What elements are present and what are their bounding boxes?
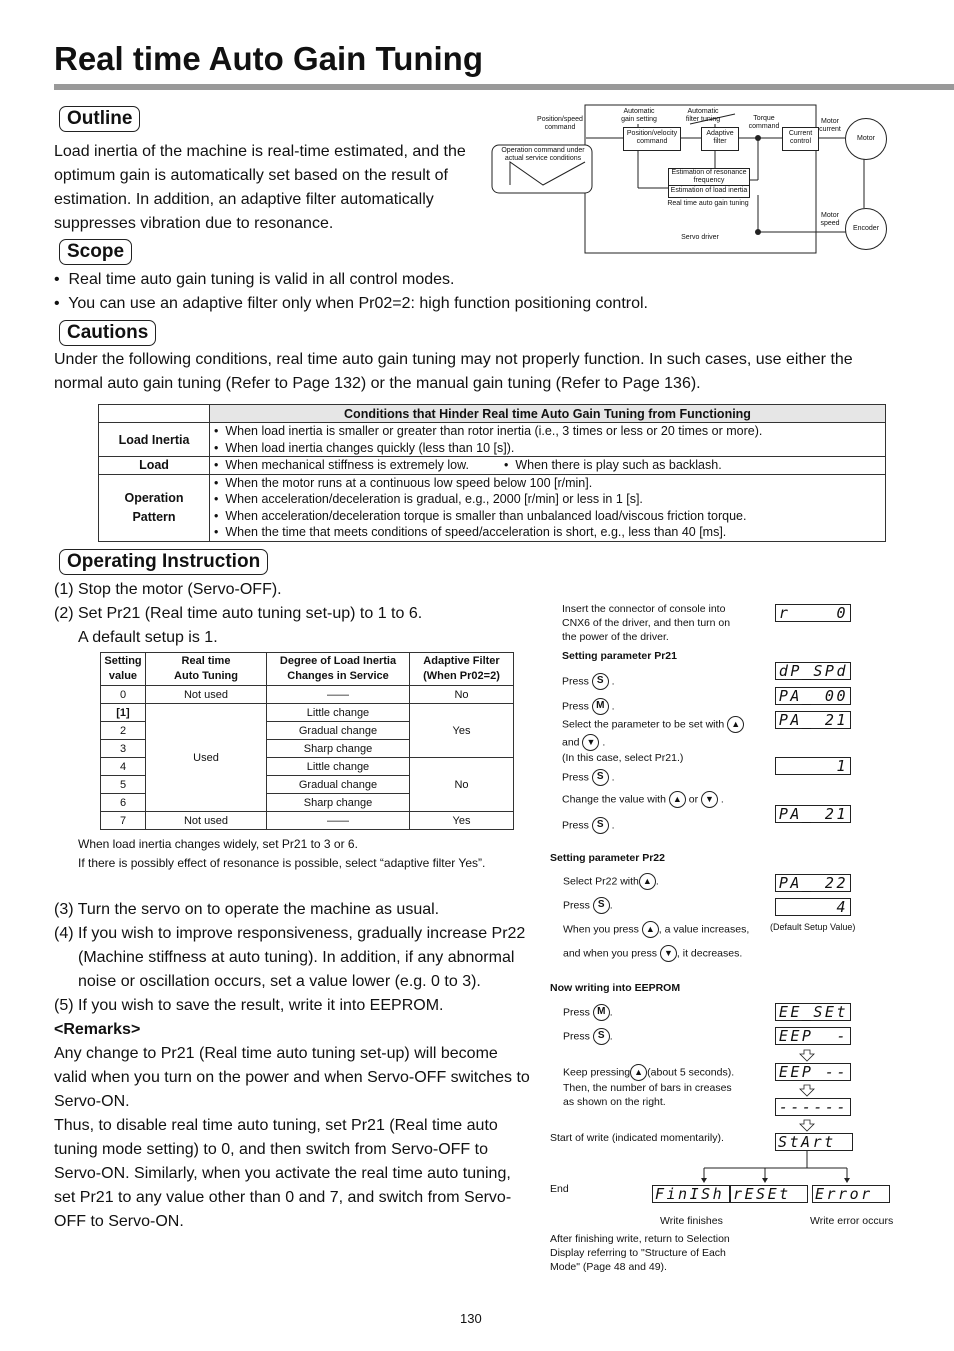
cautions-text — [54, 348, 944, 396]
insert-line: CNX6 of the driver, and then turn on — [562, 617, 731, 629]
step4-line: noise or oscillation occurs, set a value lower (e.g. 0 to 3). — [78, 973, 481, 990]
lcd-display: dP_SPd — [775, 662, 851, 680]
encoder-circle — [845, 208, 887, 250]
remarks-line: Servo-ON. Similarly, when you activate the real time auto tuning, — [54, 1165, 511, 1182]
insert-line: Insert the connector of console into — [562, 603, 726, 615]
setting-value: 5 — [101, 776, 146, 794]
cautions-heading: Cautions — [59, 320, 156, 346]
about5-label: (about 5 seconds). — [647, 1066, 735, 1079]
step4-line: (4) If you wish to improve responsiveness, gradually increase Pr22 — [54, 925, 526, 942]
lcd-display: ------ — [775, 1098, 851, 1116]
setting-value: 7 — [101, 812, 146, 830]
degree-cell: Sharp change — [267, 794, 410, 812]
label-op-cmd: Operation command under actual service conditions — [501, 147, 585, 162]
degree-cell: Gradual change — [267, 776, 410, 794]
step4-line: (Machine stiffness at auto tuning). In addition, if any abnormal — [78, 949, 515, 966]
remarks-line: OFF to Servo-ON. — [54, 1213, 184, 1230]
select-param-label: Select the parameter to be set with — [562, 718, 725, 731]
adaptive-cell: Yes — [410, 812, 514, 830]
lcd-display: Error — [812, 1185, 890, 1203]
col-degree — [267, 653, 410, 686]
press-s-row: Press S . — [562, 673, 615, 690]
after-line: Display referring to "Structure of Each — [550, 1247, 726, 1259]
insert-text — [562, 602, 762, 644]
operation-label: Operation — [124, 490, 184, 505]
press-s-row: Press S . — [562, 769, 615, 786]
load-cell — [210, 457, 886, 475]
remarks-line: valid when you turn on the power and when Servo-OFF switches to — [54, 1069, 530, 1086]
press-label: Press — [562, 675, 589, 688]
label-est-resonance: Estimation of resonance frequency — [669, 169, 749, 186]
setting-value: 4 — [101, 758, 146, 776]
condition-item: • When mechanical stiffness is extremely low. — [214, 457, 504, 474]
load-label: Load — [99, 457, 210, 475]
lcd-display: PA_ 00 — [775, 687, 851, 705]
scope-item: • Real time auto gain tuning is valid in all control modes. — [54, 271, 455, 288]
col-adaptive — [410, 653, 514, 686]
col-degree-line: Degree of Load Inertia — [279, 655, 397, 667]
adaptive-cell: Yes — [410, 704, 514, 758]
press-label: Press — [563, 899, 590, 912]
up-key-icon: ▲ — [669, 791, 686, 808]
eeprom-heading: Now writing into EEPROM — [550, 982, 681, 994]
col-adaptive-line: (When Pr02=2) — [423, 670, 500, 682]
lcd-display: PA_ 21 — [775, 805, 851, 823]
flow-arrows — [690, 1040, 950, 1190]
setting-table — [100, 652, 514, 830]
lcd-display: EEP - — [775, 1027, 851, 1045]
and-when-label: and when you press — [563, 947, 657, 960]
press-s-row: Press S . — [562, 817, 615, 834]
s-key-icon: S — [592, 817, 609, 834]
s-key-icon: S — [592, 673, 609, 690]
lcd-display: 4 — [775, 898, 851, 916]
press-label: Press — [563, 1030, 590, 1043]
condition-item: • When acceleration/deceleration torque is smaller than unbalanced load/viscous friction torque. — [214, 508, 881, 525]
write-error-label: Write error occurs — [810, 1215, 894, 1227]
col-realtime — [146, 653, 267, 686]
label-auto-gain: Automatic gain setting — [621, 108, 657, 123]
label-motor-current: Motor current — [819, 118, 841, 133]
lcd-display: PA_ 21 — [775, 711, 851, 729]
label-torque-cmd: Torque command — [748, 115, 780, 130]
step3: (3) Turn the servo on to operate the machine as usual. — [54, 901, 440, 918]
lcd-display: StArt — [775, 1133, 853, 1151]
it-decreases-label: , it decreases. — [676, 947, 743, 960]
degree-cell: Little change — [267, 758, 410, 776]
remarks-line: tuning mode setting) to 0, and then switch from Servo-OFF to — [54, 1141, 488, 1158]
load-inertia-label: Load Inertia — [99, 423, 210, 457]
scope-list — [54, 268, 934, 316]
col-adaptive-line: Adaptive Filter — [423, 655, 500, 667]
degree-cell: Gradual change — [267, 722, 410, 740]
auto-tuning-cell: Not used — [146, 812, 267, 830]
s-key-icon: S — [593, 1028, 610, 1045]
remarks-line: Thus, to disable real time auto tuning, set Pr21 (Real time auto — [54, 1117, 498, 1134]
s-key-icon: S — [593, 897, 610, 914]
pattern-label: Pattern — [132, 509, 176, 524]
box-current-control: Current control — [782, 127, 819, 151]
up-key-icon: ▲ — [630, 1064, 647, 1081]
step2-default: A default setup is 1. — [78, 629, 218, 646]
down-key-icon: ▼ — [701, 791, 718, 808]
conditions-table — [98, 404, 886, 542]
press-s-row: Press S . — [563, 897, 613, 914]
condition-item: • When acceleration/deceleration is gradual, e.g., 2000 [r/min] or less in 1 [s]. — [214, 491, 881, 508]
or-label: or — [688, 793, 699, 806]
box-pv-cmd: Position/velocity command — [623, 127, 681, 151]
outline-heading: Outline — [59, 106, 140, 132]
col-setting-line: Setting — [104, 655, 142, 667]
after-line: After finishing write, return to Selection — [550, 1233, 730, 1245]
and-when-row — [563, 945, 742, 962]
outline-text — [54, 140, 484, 236]
condition-item: • When load inertia changes quickly (less than 10 [s]). — [214, 440, 881, 457]
label-rt-tuning: Real time auto gain tuning — [667, 200, 749, 207]
load-inertia-cell — [210, 423, 886, 457]
when-press-label: When you press — [563, 923, 639, 936]
box-estimation — [668, 168, 750, 198]
start-write-label: Start of write (indicated momentarily). — [550, 1132, 724, 1144]
auto-tuning-cell: Not used — [146, 686, 267, 704]
when-press-row — [563, 921, 749, 938]
condition-item: • When load inertia is smaller or greater than rotor inertia (i.e., 3 times or less or 20 times or more). — [214, 423, 881, 440]
remarks-line: Any change to Pr21 (Real time auto tuning set-up) will become — [54, 1045, 498, 1062]
and-label: and — [562, 736, 580, 749]
col-realtime-line: Auto Tuning — [174, 670, 238, 682]
write-finishes-label: Write finishes — [660, 1215, 723, 1227]
remarks-line: set Pr21 to any value other than 0 and 7, and switch from Servo- — [54, 1189, 512, 1206]
label-est-load: Estimation of load inertia — [670, 187, 748, 194]
m-key-icon: M — [592, 698, 609, 715]
press-label: Press — [563, 1006, 590, 1019]
select-pr22-row: Select Pr22 with ▲ . — [563, 873, 659, 890]
degree-cell: Sharp change — [267, 740, 410, 758]
down-key-icon: ▼ — [660, 945, 677, 962]
insert-line: the power of the driver. — [562, 631, 669, 643]
page-title: Real time Auto Gain Tuning — [54, 40, 483, 77]
scope-item: • You can use an adaptive filter only when Pr02=2: high function positioning control. — [54, 295, 648, 312]
label-auto-filter: Automatic filter tuning — [685, 108, 721, 123]
m-key-icon: M — [593, 1004, 610, 1021]
operating-heading: Operating Instruction — [59, 549, 268, 575]
keep-pressing-label: Keep pressing — [563, 1066, 631, 1079]
setting-value: [1] — [101, 704, 146, 722]
up-key-icon: ▲ — [642, 921, 659, 938]
box-adaptive-filter: Adaptive filter — [701, 127, 739, 151]
lcd-display: r 0 — [775, 604, 851, 622]
setting-value: 6 — [101, 794, 146, 812]
then-bars-line: Then, the number of bars in creases — [563, 1082, 732, 1094]
label-pos-speed-cmd: Position/speed command — [537, 116, 583, 131]
remarks-heading: <Remarks> — [54, 1021, 141, 1038]
down-key-icon: ▼ — [582, 734, 599, 751]
pr22-heading: Setting parameter Pr22 — [550, 852, 665, 864]
col-setting-line: value — [108, 670, 138, 682]
step2: (2) Set Pr21 (Real time auto tuning set-up) to 1 to 6. — [54, 605, 423, 622]
motor-circle — [845, 118, 887, 160]
change-value-row: Change the value with ▲ or ▼ . — [562, 791, 724, 808]
press-label: Press — [562, 700, 589, 713]
label-servo-driver: Servo driver — [681, 234, 719, 241]
lcd-display: 1 — [775, 757, 851, 775]
pr21-heading: Setting parameter Pr21 — [562, 650, 677, 662]
step5: (5) If you wish to save the result, write it into EEPROM. — [54, 997, 444, 1014]
after-line: Mode" (Page 48 and 49). — [550, 1261, 667, 1273]
step4 — [54, 922, 544, 994]
auto-tuning-cell: Used — [146, 704, 267, 812]
operation-pattern-label — [99, 474, 210, 541]
change-value-label: Change the value with — [562, 793, 666, 806]
lcd-display: EE_SEt — [775, 1003, 851, 1021]
note1: When load inertia changes widely, set Pr21 to 3 or 6. — [78, 837, 358, 851]
select-pr22-label: Select Pr22 with — [563, 875, 639, 888]
press-s-row: Press S . — [563, 1028, 613, 1045]
label-encoder: Encoder — [852, 225, 880, 232]
condition-item: • When the motor runs at a continuous low speed below 100 [r/min]. — [214, 475, 881, 492]
page-number: 130 — [460, 1311, 482, 1326]
col-degree-line: Changes in Service — [287, 670, 389, 682]
label-motor-speed: Motor speed — [820, 212, 840, 227]
lcd-display: PA_ 22 — [775, 874, 851, 892]
scope-heading: Scope — [59, 239, 132, 265]
and-row: and ▼ . — [562, 734, 605, 751]
remarks-text — [54, 1042, 549, 1234]
scope-item-text: You can use an adaptive filter only when Pr02=2: high function positioning control. — [68, 295, 648, 312]
after-text — [550, 1232, 760, 1274]
degree-cell: —— — [267, 812, 410, 830]
press-label: Press — [562, 819, 589, 832]
setting-value: 0 — [101, 686, 146, 704]
s-key-icon: S — [592, 769, 609, 786]
operation-pattern-cell — [210, 474, 886, 541]
scope-item-text: Real time auto gain tuning is valid in all control modes. — [68, 271, 455, 288]
label-motor: Motor — [857, 135, 875, 142]
default-setup-label: (Default Setup Value) — [770, 922, 856, 932]
select-param-row — [562, 716, 744, 733]
adaptive-cell: No — [410, 758, 514, 812]
setting-value: 3 — [101, 740, 146, 758]
condition-item: • When there is play such as backlash. — [504, 457, 722, 474]
block-diagram — [490, 100, 910, 260]
degree-cell: Little change — [267, 704, 410, 722]
outline-line: optimum gain is automatically set based on the result of — [54, 167, 448, 184]
press-label: Press — [562, 771, 589, 784]
up-key-icon: ▲ — [727, 716, 744, 733]
setting-value: 2 — [101, 722, 146, 740]
title-rule — [54, 84, 954, 90]
press-m-row: Press M . — [563, 1004, 613, 1021]
outline-line: Load inertia of the machine is real-time estimated, and the — [54, 143, 466, 160]
degree-cell: —— — [267, 686, 410, 704]
lcd-display: rESEt — [730, 1185, 808, 1203]
lcd-display: FinISh — [652, 1185, 730, 1203]
value-increases-label: , a value increases, — [658, 923, 750, 936]
adaptive-cell: No — [410, 686, 514, 704]
press-m-row: Press M . — [562, 698, 615, 715]
as-shown-line: as shown on the right. — [563, 1096, 666, 1108]
end-label: End — [550, 1183, 569, 1195]
cautions-line: Under the following conditions, real time auto gain tuning may not properly function. In such cases, use either the — [54, 351, 853, 368]
conditions-header: Conditions that Hinder Real time Auto Gain Tuning from Functioning — [210, 405, 886, 423]
up-key-icon: ▲ — [639, 873, 656, 890]
col-setting — [101, 653, 146, 686]
outline-line: suppresses vibration due to resonance. — [54, 215, 334, 232]
remarks-line: Servo-ON. — [54, 1093, 130, 1110]
step1: (1) Stop the motor (Servo-OFF). — [54, 581, 282, 598]
lcd-display: EEP -- — [775, 1063, 851, 1081]
blank-header-cell — [99, 405, 210, 423]
in-this-case: (In this case, select Pr21.) — [562, 752, 684, 764]
condition-item: • When the time that meets conditions of speed/acceleration is short, e.g., less than 40 [ms]. — [214, 524, 881, 541]
cautions-line: normal auto gain tuning (Refer to Page 132) or the manual gain tuning (Refer to Page 136). — [54, 375, 701, 392]
outline-line: estimation. In addition, an adaptive filter automatically — [54, 191, 434, 208]
col-realtime-line: Real time — [181, 655, 231, 667]
note2: If there is possibly effect of resonance is possible, select “adaptive filter Yes”. — [78, 856, 486, 870]
